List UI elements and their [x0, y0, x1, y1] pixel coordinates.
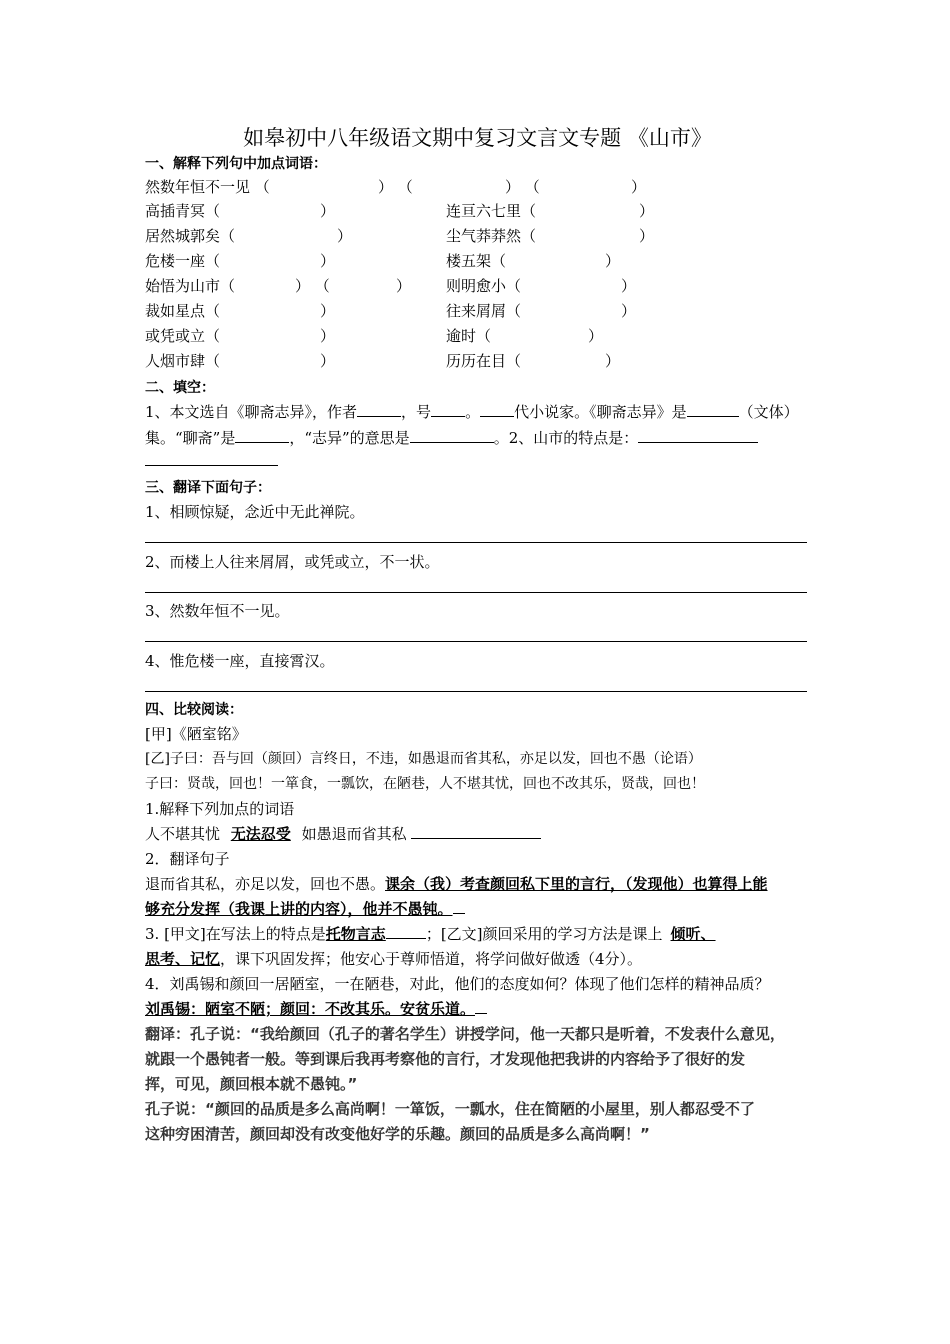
question-3-line-2: [145, 949, 642, 969]
vocab-row-3: [145, 225, 810, 247]
fill-text: （文体）: [738, 403, 799, 421]
passage-yi-2: 子曰：贤哉，回也！一箪食，一瓢饮，在陋巷，人不堪其忧，回也不改其乐，贤哉，回也！: [145, 776, 705, 792]
fill-blank[interactable]: [410, 428, 494, 443]
vocab-blank: ） （: [295, 277, 330, 295]
fill-text: 1、本文选自《聊斋志异》，作者: [145, 403, 358, 421]
vocab-blank: ）: [396, 277, 412, 295]
vocab-blank: ）: [639, 202, 655, 220]
translation-line-2: 就跟一个愚钝者一般。等到课后我再考察他的言行，才发现他把我讲的内容给予了很好的发: [145, 1050, 746, 1068]
section1-heading: 一、解释下列句中加点词语：: [145, 156, 327, 172]
question-2-line-1: [145, 874, 768, 894]
vocab-item: 连亘六七里（: [446, 202, 537, 220]
vocab-blank: ）: [337, 227, 353, 245]
vocab-blank: ） （: [505, 178, 540, 196]
fill-text: 。: [465, 403, 481, 421]
vocab-blank: ）: [605, 252, 621, 270]
answer-2a: 课余（我）考查颜回私下里的言行，（发现他）也算得上能: [385, 875, 768, 893]
fill-blank: [386, 924, 426, 939]
vocab-blank: ）: [588, 327, 604, 345]
fill-text: 集。“聊斋”是: [145, 429, 236, 447]
fill-blank: [475, 999, 487, 1014]
translation-line-1: 翻译：孔子说：“我给颜回（孔子的著名学生）讲授学问，他一天都只是听着，不发表什么意见，: [145, 1025, 785, 1043]
vocab-item: 居然城郭矣（: [145, 227, 236, 245]
vocab-item: 或凭或立（: [145, 327, 221, 345]
vocab-blank: ）: [320, 202, 336, 220]
answer-line[interactable]: [145, 542, 807, 543]
vocab-item: 然数年恒不一见 （: [145, 178, 270, 196]
answer-3c: 思考、记忆: [145, 950, 221, 968]
section4-heading: 四、比较阅读：: [145, 702, 243, 718]
fill-blank[interactable]: [638, 428, 758, 443]
answer-line[interactable]: [145, 592, 807, 593]
vocab-blank: ） （: [378, 178, 413, 196]
vocab-item: 尘气莽莽然（: [446, 227, 537, 245]
q3-text: 3. [甲文]在写法上的特点是: [145, 925, 326, 943]
question-3-line-1: [145, 924, 716, 944]
vocab-row-4: [145, 250, 810, 272]
vocab-row-7: [145, 325, 810, 347]
question-2-line-2: [145, 899, 465, 919]
vocab-item: 裁如星点（: [145, 302, 221, 320]
question-4-answer: [145, 999, 487, 1019]
fill-blank[interactable]: [411, 824, 541, 839]
vocab-blank: ）: [320, 352, 336, 370]
page-title: 如皋初中八年级语文期中复习文言文专题 《山市》: [243, 126, 712, 150]
fill-text: 。2、山市的特点是：: [493, 429, 639, 447]
fill-blank: [453, 899, 465, 914]
fill-blank[interactable]: [480, 402, 514, 417]
translation-line-4: 孔子说：“颜回的品质是多么高尚啊！一箪饭，一瓢水，住在简陋的小屋里，别人都忍受不了: [145, 1100, 755, 1118]
question-1-answers: [145, 824, 541, 844]
question-1: 1.解释下列加点的词语: [145, 800, 295, 818]
answer-3b: 倾听、: [670, 925, 716, 943]
vocab-item: 楼五架（: [446, 252, 507, 270]
section3-heading: 三、翻译下面句子：: [145, 480, 271, 496]
answer-3a: 托物言志: [325, 925, 386, 943]
vocab-item: 高插青冥（: [145, 202, 221, 220]
answer-2b: 够充分发挥（我课上讲的内容），他并不愚钝。: [145, 900, 453, 918]
vocab-row-2: [145, 200, 810, 222]
vocab-row-1: [145, 176, 810, 198]
vocab-blank: ）: [320, 302, 336, 320]
passage-yi-1: [乙]子曰：吾与回（颜回）言终日，不违，如愚退而省其私，亦足以发，回也不愚（论语）: [145, 751, 702, 767]
answer-line[interactable]: [145, 691, 807, 692]
vocab-blank: ）: [639, 227, 655, 245]
answer-4: 刘禹锡：陋室不陋；颜回：不改其乐。安贫乐道。: [145, 1000, 476, 1018]
vocab-blank: ）: [320, 252, 336, 270]
translate-item-3: 3、然数年恒不一见。: [145, 602, 290, 620]
vocab-blank: ）: [631, 178, 647, 196]
fill-text: ，“志异”的意思是: [289, 429, 410, 447]
section2-heading: 二、填空：: [145, 380, 215, 396]
vocab-item: 则明愈小（: [446, 277, 522, 295]
vocab-blank: ）: [320, 327, 336, 345]
q3-text: ；[乙文]颜回采用的学习方法是课上: [425, 925, 663, 943]
q3-text: ，课下巩固发挥；他安心于尊师悟道，将学问做好做透（4分）。: [220, 950, 643, 968]
fill-blank-continued[interactable]: [145, 465, 278, 466]
vocab-item: 人烟市肆（: [145, 352, 221, 370]
fill-blank[interactable]: [235, 428, 289, 443]
vocab-blank: ）: [621, 277, 637, 295]
vocab-item: 往来屑屑（: [446, 302, 522, 320]
fill-blank[interactable]: [687, 402, 739, 417]
vocab-item: 逾时（: [446, 327, 492, 345]
translation-line-5: 这种穷困清苦，颜回却没有改变他好学的乐趣。颜回的品质是多么高尚啊！”: [145, 1125, 650, 1143]
word-2: 如愚退而省其私: [296, 825, 412, 843]
fill-line-1: [145, 402, 799, 422]
vocab-blank: ）: [605, 352, 621, 370]
fill-blank[interactable]: [357, 402, 401, 417]
vocab-row-5: [145, 275, 810, 297]
sentence: 退而省其私，亦足以发，回也不愚。: [145, 875, 386, 893]
fill-blank[interactable]: [431, 402, 465, 417]
translation-line-3: 挥，可见，颜回根本就不愚钝。”: [145, 1075, 358, 1093]
question-2: 2．翻译句子: [145, 850, 230, 868]
word-1: 人不堪其忧: [145, 825, 225, 843]
fill-text: ，号: [401, 403, 432, 421]
vocab-row-8: [145, 350, 810, 372]
vocab-item: 危楼一座（: [145, 252, 221, 270]
vocab-item: 历历在目（: [446, 352, 522, 370]
answer-1: 无法忍受: [230, 825, 291, 843]
vocab-item: 始悟为山市（: [145, 277, 236, 295]
fill-line-2: [145, 428, 758, 448]
translate-item-4: 4、惟危楼一座，直接霄汉。: [145, 652, 335, 670]
answer-line[interactable]: [145, 641, 807, 642]
passage-jia: [甲]《陋室铭》: [145, 725, 247, 743]
vocab-blank: ）: [621, 302, 637, 320]
fill-text: 代小说家。《聊斋志异》是: [514, 403, 687, 421]
question-4: 4．刘禹锡和颜回一居陋室，一在陋巷，对此，他们的态度如何？体现了他们怎样的精神品质？: [145, 975, 770, 993]
vocab-row-6: [145, 300, 810, 322]
translate-item-2: 2、而楼上人往来屑屑，或凭或立，不一状。: [145, 553, 440, 571]
translate-item-1: 1、相顾惊疑，念近中无此禅院。: [145, 503, 365, 521]
